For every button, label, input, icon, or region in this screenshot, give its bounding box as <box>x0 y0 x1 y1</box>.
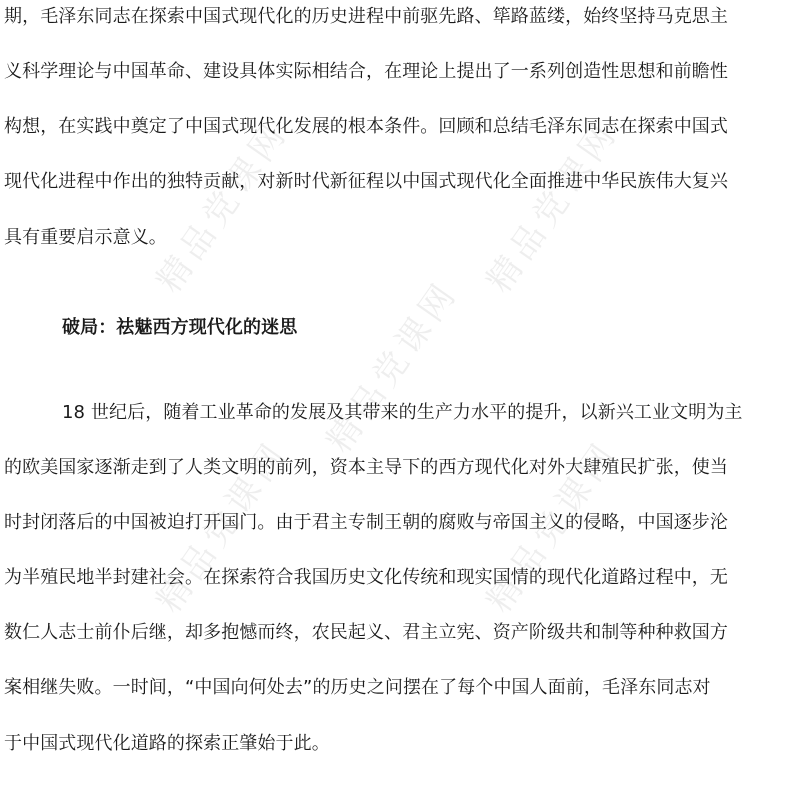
watermark: 精品党课网 <box>479 433 627 620</box>
paragraph-line: 构想，在实践中奠定了中国式现代化发展的根本条件。回顾和总结毛泽东同志在探索中国式 <box>4 116 728 137</box>
paragraph-line: 义科学理论与中国革命、建设具体实际相结合，在理论上提出了一系列创造性思想和前瞻性 <box>4 61 728 82</box>
paragraph-line: 的欧美国家逐渐走到了人类文明的前列，资本主导下的西方现代化对外大肆殖民扩张，使当 <box>4 457 728 478</box>
paragraph-line: 于中国式现代化道路的探索正肇始于此。 <box>4 733 330 754</box>
paragraph-line: 时封闭落后的中国被迫打开国门。由于君主专制王朝的腐败与帝国主义的侵略，中国逐步沦 <box>4 512 728 533</box>
watermark: 精品党课网 <box>149 113 297 300</box>
paragraph-line: 具有重要启示意义。 <box>4 227 167 248</box>
paragraph-line: 期，毛泽东同志在探索中国式现代化的历史进程中前驱先路、筚路蓝缕，始终坚持马克思主 <box>4 6 728 27</box>
paragraph-line: 案相继失败。一时间，“中国向何处去”的历史之问摆在了每个中国人面前，毛泽东同志对 <box>4 677 711 698</box>
watermark: 精品党课网 <box>479 113 627 300</box>
paragraph-line: 18 世纪后，随着工业革命的发展及其带来的生产力水平的提升，以新兴工业文明为主 <box>62 402 743 423</box>
paragraph-line: 数仁人志士前仆后继，却多抱憾而终，农民起义、君主立宪、资产阶级共和制等种种救国方 <box>4 622 728 643</box>
section-heading: 破局：祛魅西方现代化的迷思 <box>62 317 298 338</box>
paragraph-line: 现代化进程中作出的独特贡献，对新时代新征程以中国式现代化全面推进中华民族伟大复兴 <box>4 171 728 192</box>
paragraph-line: 为半殖民地半封建社会。在探索符合我国历史文化传统和现实国情的现代化道路过程中，无 <box>4 567 728 588</box>
watermark: 精品党课网 <box>149 433 297 620</box>
watermark: 精品党课网 <box>319 273 467 460</box>
